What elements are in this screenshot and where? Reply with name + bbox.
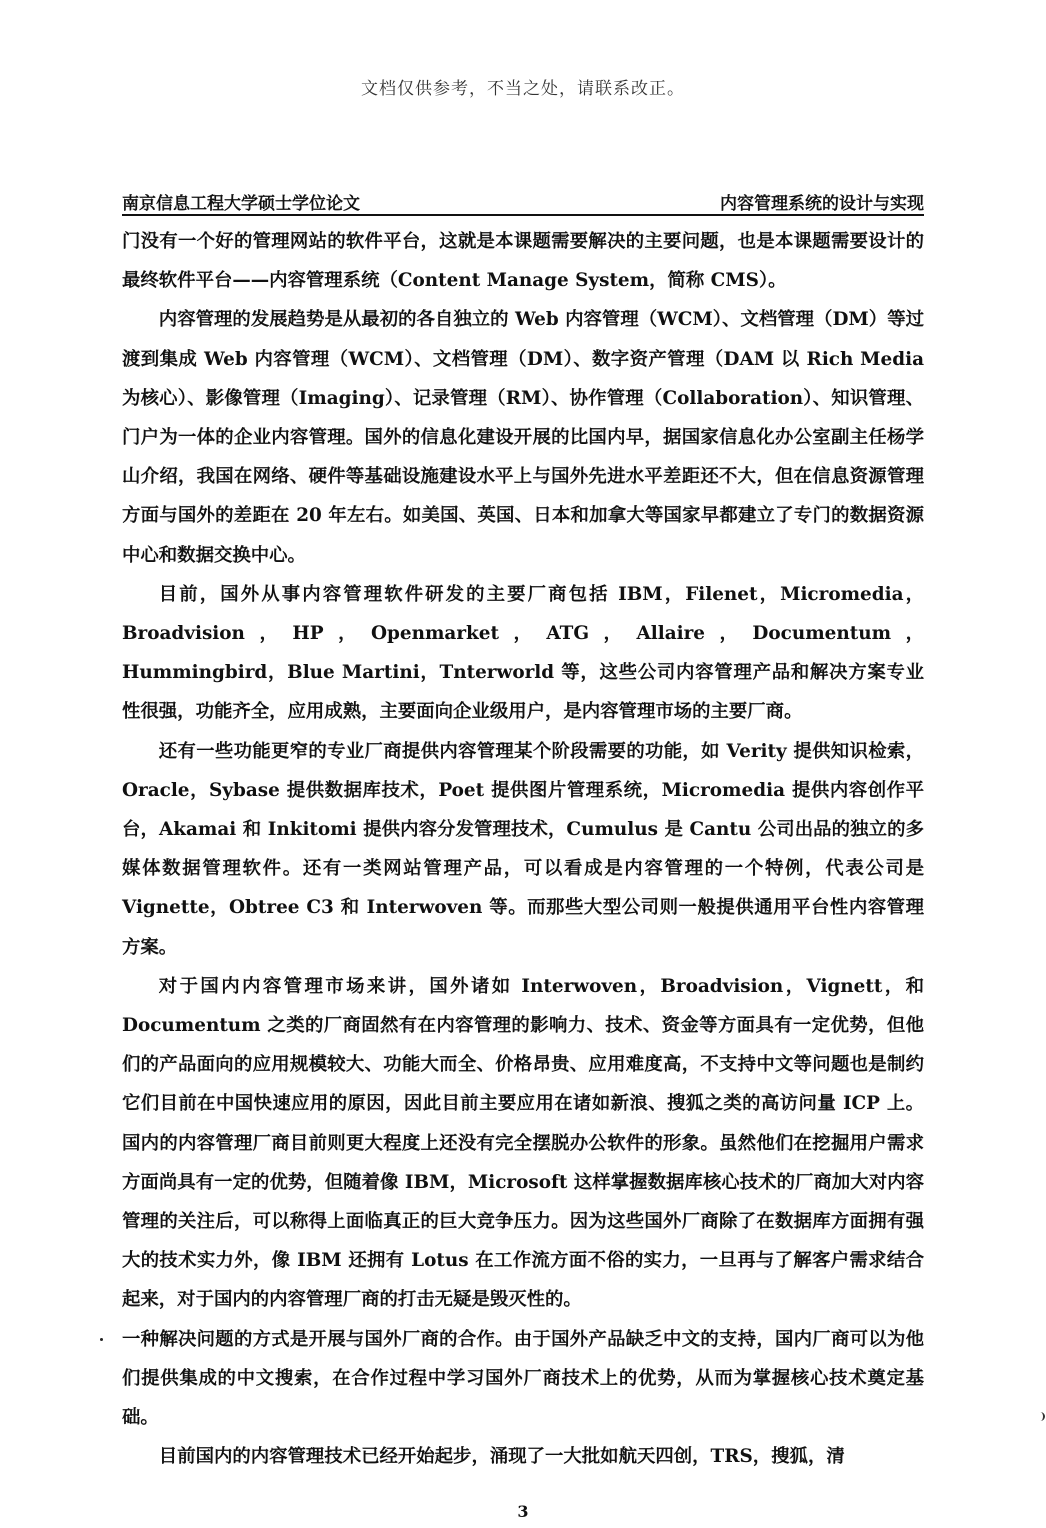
body-text [122, 222, 924, 1477]
header-thesis-title: 内容管理系统的设计与实现 [720, 194, 924, 214]
scan-edge-mark [1040, 1412, 1045, 1421]
paragraph-2: 内容管理的发展趋势是从最初的各自独立的 Web 内容管理（WCM）、文档管理（DM）等过渡到集成 Web 内容管理（WCM）、文档管理（DM）、数字资产管理（DAM 以 Rich Media 为核心）、影像管理（Imaging）、记录管理（RM）、协作管理（Collaboration）、知识管理、门户为一体的企业内容管理。国外的信息化建设开展的比国内早，据国家信息化办公室副主任杨学山介绍，我国在网络、硬件等基础设施建设水平上与国外先进水平差距还不大，但在信息资源管理方面与国外的差距在 20 年左右。如美国、英国、日本和加拿大等国家早都建立了专门的数据资源中心和数据交换中心。 [122, 309, 924, 566]
paragraph-5: 对于国内内容管理市场来讲，国外诸如 Interwoven，Broadvision，Vignett，和 Documentum 之类的厂商固然有在内容管理的影响力、技术、资金等方面具有一定优势，但他们的产品面向的应用规模较大、功能大而全、价格昂贵、应用难度高，不支持中文等问题也是制约它们目前在中国快速应用的原因，因此目前主要应用在诸如新浪、搜狐之类的高访问量 ICP 上。国内的内容管理厂商目前则更大程度上还没有完全摆脱办公软件的形象。虽然他们在挖掘用户需求方面尚具有一定的优势，但随着像 IBM，Microsoft 这样掌握数据库核心技术的厂商加大对内容管理的关注后，可以称得上面临真正的巨大竞争压力。因为这些国外厂商除了在数据库方面拥有强大的技术实力外，像 IBM 还拥有 Lotus 在工作流方面不俗的实力，一旦再与了解客户需求结合起来，对于国内的内容管理厂商的打击无疑是毁灭性的。 [122, 975, 925, 1311]
header-rule [122, 214, 924, 216]
paragraph-4: 还有一些功能更窄的专业厂商提供内容管理某个阶段需要的功能，如 Verity 提供知识检索，Oracle，Sybase 提供数据库技术，Poet 提供图片管理系统，Micromedia 提供内容创作平台，Akamai 和 Inkitomi 提供内容分发管理技术，Cumulus 是 Cantu 公司出品的独立的多媒体数据管理软件。还有一类网站管理产品，可以看成是内容管理的一个特例，代表公司是 Vignette，Obtree C3 和 Interwoven 等。而那些大型公司则一般提供通用平台性内容管理方案。 [122, 740, 924, 958]
paragraph-1-continued: 门没有一个好的管理网站的软件平台，这就是本课题需要解决的主要问题，也是本课题需要设计的最终软件平台——内容管理系统（Content Manage System，简称 CMS）。 [122, 231, 924, 292]
document-notice: 文档仅供参考，不当之处，请联系改正。 [361, 79, 685, 99]
paragraph-7: 目前国内的内容管理技术已经开始起步，涌现了一大批如航天四创，TRS，搜狐，清 [158, 1446, 845, 1468]
paragraph-3: 目前，国外从事内容管理软件研发的主要厂商包括 IBM，Filenet，Micromedia，Broadvision，HP，Openmarket，ATG，Allaire，Documentum，Hummingbird，Blue Martini，Tnterworld 等，这些公司内容管理产品和解决方案专业性很强，功能齐全，应用成熟，主要面向企业级用户，是内容管理市场的主要厂商。 [122, 583, 924, 723]
header-university-title: 南京信息工程大学硕士学位论文 [122, 194, 360, 214]
running-header [122, 186, 924, 214]
paragraph-6: 一种解决问题的方式是开展与国外厂商的合作。由于国外产品缺乏中文的支持，国内厂商可以为他们提供集成的中文搜索，在合作过程中学习国外厂商技术上的优势，从而为掌握核心技术奠定基础。 [122, 1328, 924, 1429]
scan-speck-mark [100, 1338, 103, 1341]
page-number: 3 [517, 1502, 529, 1521]
